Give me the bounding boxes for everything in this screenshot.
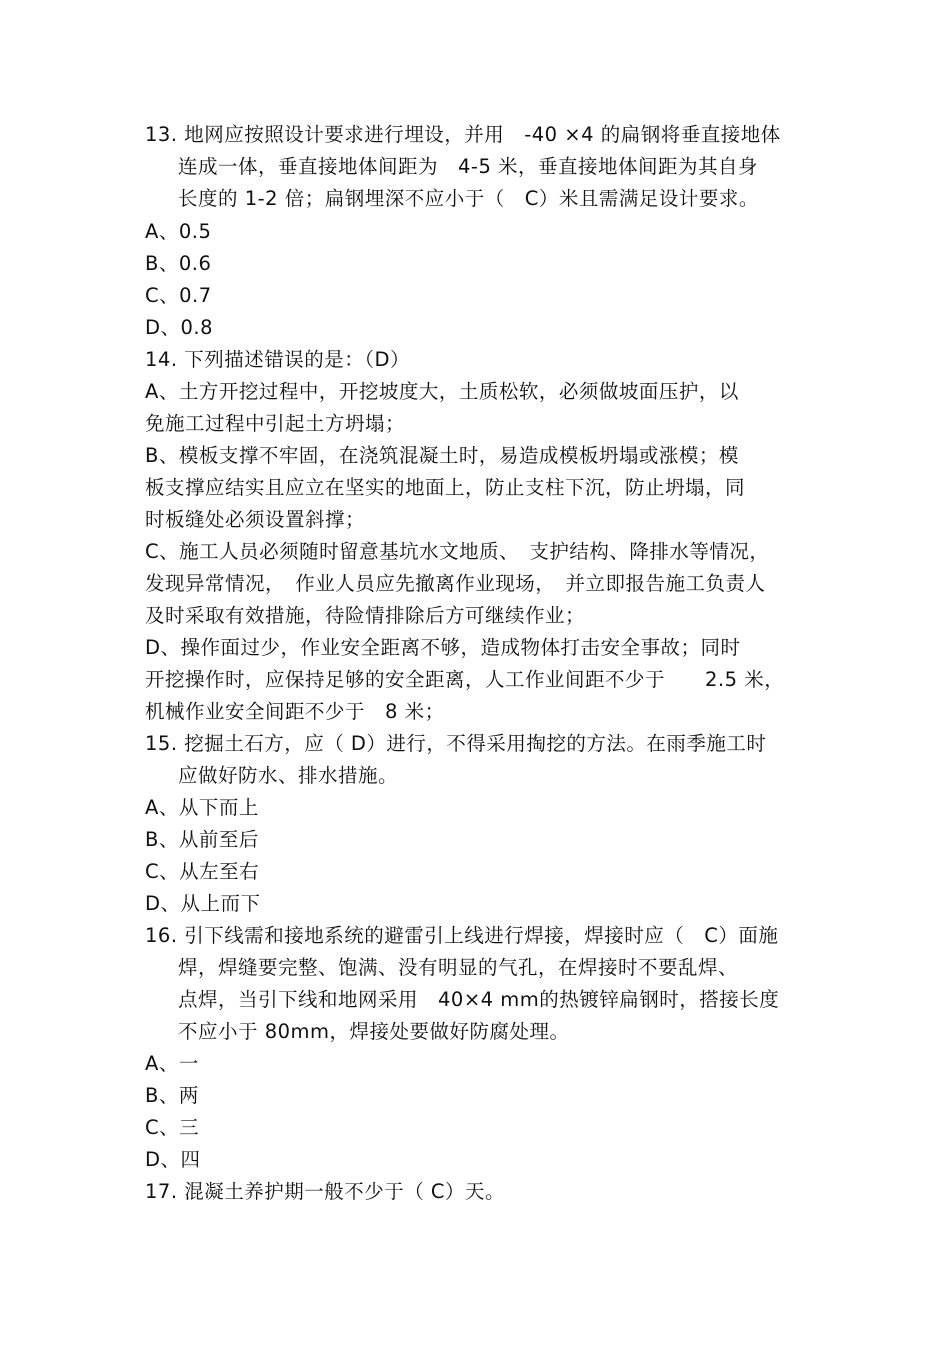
text-line: 15. 挖掘土石方，应（ D）进行，不得采用掏挖的方法。在雨季施工时	[145, 732, 767, 755]
text-line: 14. 下列描述错误的是：（D）	[145, 348, 410, 371]
text-line: C、0.7	[145, 284, 212, 307]
text-line: A、一	[145, 1052, 199, 1075]
text-line: D、四	[145, 1148, 201, 1171]
text-line: C、施工人员必须随时留意基坑水文地质、 支护结构、降排水等情况，	[145, 540, 770, 563]
text-line: 及时采取有效措施，待险情排除后方可继续作业；	[145, 604, 586, 627]
text-line: 时板缝处必须设置斜撑；	[145, 508, 366, 531]
text-line: 机械作业安全间距不少于 8 米；	[145, 700, 445, 723]
text-line: 16. 引下线需和接地系统的避雷引上线进行焊接，焊接时应（ C）面施	[145, 924, 779, 947]
text-line: 17. 混凝土养护期一般不少于（ C）天。	[145, 1180, 506, 1203]
text-line: A、从下而上	[145, 796, 259, 819]
text-line: B、两	[145, 1084, 199, 1107]
text-line: B、模板支撑不牢固，在浇筑混凝土时，易造成模板坍塌或涨模；模	[145, 444, 739, 467]
text-line: D、0.8	[145, 316, 214, 339]
text-line: 焊，焊缝要完整、饱满、没有明显的气孔，在焊接时不要乱焊、	[178, 956, 739, 979]
text-line: D、从上而下	[145, 892, 261, 915]
text-line: 发现异常情况， 作业人员应先撤离作业现场， 并立即报告施工负责人	[145, 572, 766, 595]
text-line: B、0.6	[145, 252, 212, 275]
text-line: 长度的 1-2 倍；扁钢埋深不应小于（ C）米且需满足设计要求。	[178, 187, 759, 210]
text-line: 应做好防水、排水措施。	[178, 764, 399, 787]
text-line: A、0.5	[145, 220, 212, 243]
text-line: 板支撑应结实且应立在坚实的地面上，防止支柱下沉，防止坍塌，同	[145, 476, 746, 499]
text-line: A、土方开挖过程中，开挖坡度大，土质松软，必须做坡面压护，以	[145, 380, 739, 403]
text-line: 连成一体，垂直接地体间距为 4-5 米，垂直接地体间距为其自身	[178, 155, 759, 178]
text-line: C、从左至右	[145, 860, 260, 883]
text-line: C、三	[145, 1116, 200, 1139]
text-line: 不应小于 80mm，焊接处要做好防腐处理。	[178, 1020, 570, 1043]
text-line: 13. 地网应按照设计要求进行埋设，并用 -40 ×4 的扁钢将垂直接地体	[145, 123, 781, 146]
text-line: 点焊，当引下线和地网采用 40×4 mm的热镀锌扁钢时，搭接长度	[178, 988, 780, 1011]
text-line: B、从前至后	[145, 828, 259, 851]
text-line: 免施工过程中引起土方坍塌；	[145, 412, 406, 435]
text-line: D、操作面过少，作业安全距离不够，造成物体打击安全事故；同时	[145, 636, 741, 659]
text-line: 开挖操作时，应保持足够的安全距离，人工作业间距不少于 2.5 米，	[145, 668, 785, 691]
